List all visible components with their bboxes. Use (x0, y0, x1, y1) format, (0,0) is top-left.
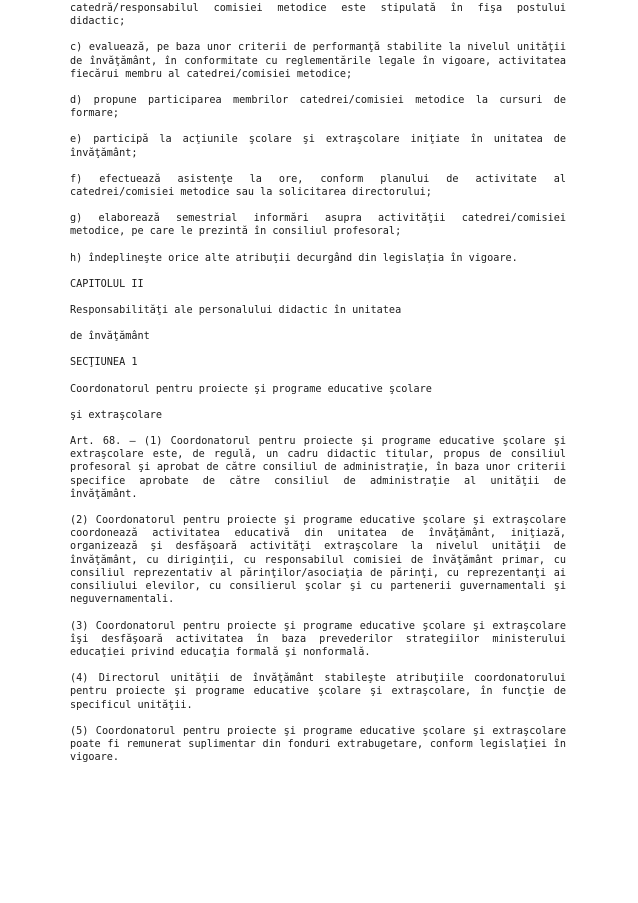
chapter-title-line-1: Responsabilităţi ale personalului didactic în unitatea (70, 305, 402, 317)
chapter-title-line-2: de învăţământ (70, 331, 150, 343)
article-68-paragraph-1: Art. 68. — (1) Coordonatorul pentru proiecte şi programe educative şcolare şi extraşcolare este, de regulă, un cadru didactic titular, propus de consiliul profesoral şi aprobat de către consiliul de administraţie, în baza unor criterii specifice aprobate de către consiliul de administraţie al unităţii de învăţământ. (70, 436, 566, 500)
section-title-line-2: şi extraşcolare (70, 409, 163, 421)
article-68-paragraph-5: (5) Coordonatorul pentru proiecte şi programe educative şcolare şi extraşcolare poate fi remunerat suplimentar din fonduri extrabugetare, conform legislaţiei în vigoare. (70, 725, 566, 764)
paragraph-item-f: f) efectuează asistenţe la ore, conform planului de activitate al catedrei/comisiei metodice sau la solicitarea directorului; (70, 173, 566, 199)
paragraph-responsabil-continuation: catedră/responsabilul comisiei metodice este stipulată în fişa postului didactic; (70, 3, 566, 28)
paragraph-item-e: e) participă la acţiunile şcolare şi extraşcolare iniţiate în unitatea de învăţământ; (70, 134, 566, 159)
document-page (70, 2, 566, 777)
article-68-paragraph-2: (2) Coordonatorul pentru proiecte şi programe educative şcolare şi extraşcolare coordonează activitatea educativă din unitatea de învăţământ, iniţiază, organizează şi desfăşoară activităţi extraşcolare la nivelul unităţii de învăţământ, cu diriginţii, cu responsabilul comisiei de învăţământ primar, cu consiliul reprezentativ al părinţilor/asociaţia de părinţi, cu reprezentanţi ai consiliului elevilor, cu consilierul şcolar şi cu partenerii guvernamentali şi neguvernamentali. (70, 515, 566, 606)
article-68-paragraph-3: (3) Coordonatorul pentru proiecte şi programe educative şcolare şi extraşcolare îşi desfăşoară activitatea în baza prevederilor strategiilor ministerului educaţiei privind educaţia formală şi nonformală. (70, 620, 566, 658)
paragraph-item-g: g) elaborează semestrial informări asupra activităţii catedrei/comisiei metodice, pe care le prezintă în consiliul profesoral; (70, 213, 566, 238)
section-title-line-1: Coordonatorul pentru proiecte şi programe educative şcolare (70, 383, 432, 395)
paragraph-item-h: h) îndeplineşte orice alte atribuţii decurgând din legislaţia în vigoare. (70, 252, 518, 264)
section-heading: SECŢIUNEA 1 (70, 357, 138, 369)
chapter-heading: CAPITOLUL II (70, 278, 144, 290)
paragraph-item-d: d) propune participarea membrilor catedrei/comisiei metodice la cursuri de formare; (70, 95, 566, 120)
article-68-paragraph-4: (4) Directorul unităţii de învăţământ stabileşte atribuţiile coordonatorului pentru proiecte şi programe educative şcolare şi extraşcolare, în funcţie de specificul unităţii. (70, 673, 566, 711)
paragraph-item-c: c) evaluează, pe baza unor criterii de performanţă stabilite la nivelul unităţii de învăţământ, în conformitate cu reglementările legale în vigoare, activitatea fiecărui membru al catedrei/comisiei metodice; (70, 42, 566, 80)
